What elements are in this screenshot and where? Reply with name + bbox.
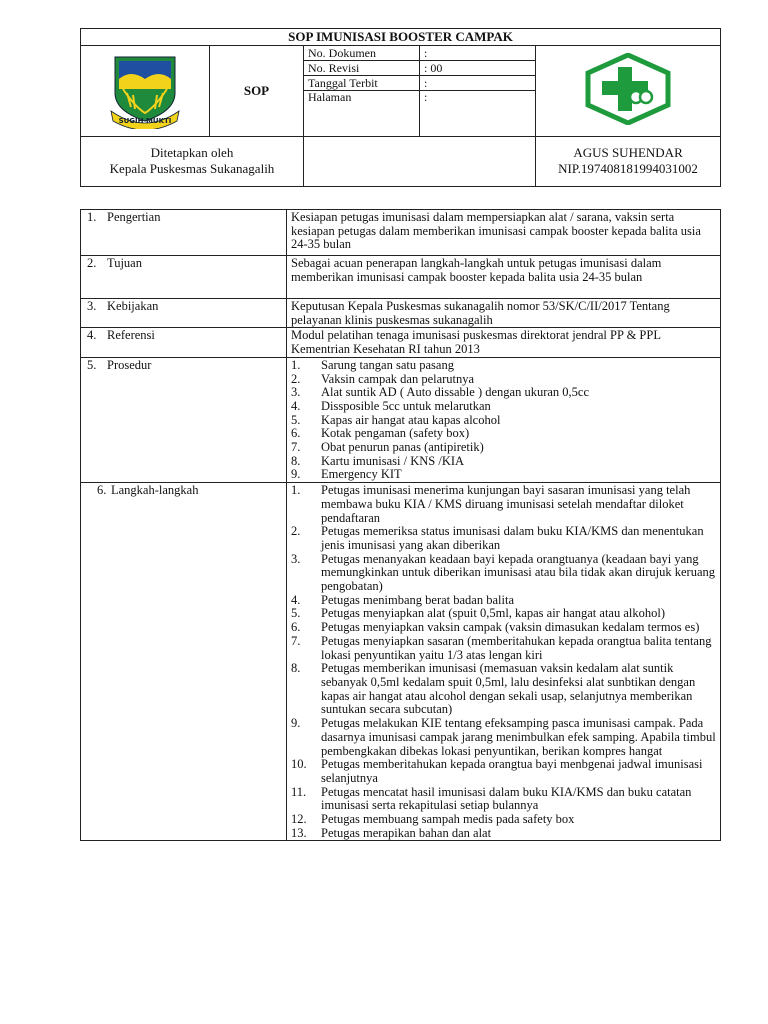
item-number: 12. bbox=[291, 812, 307, 827]
puskesmas-logo-icon bbox=[580, 53, 676, 125]
signer-nip: NIP.197408181994031002 bbox=[558, 161, 698, 177]
item-number: 11. bbox=[291, 784, 307, 799]
section-number: 2. bbox=[87, 256, 97, 270]
item-text: Vaksin campak dan pelarutnya bbox=[321, 371, 475, 386]
section-row bbox=[81, 299, 721, 328]
item-number: 9. bbox=[291, 716, 301, 731]
item-number: 3. bbox=[291, 385, 301, 400]
item-number: 5. bbox=[291, 412, 301, 427]
list-item bbox=[291, 484, 716, 525]
doc-field-label: No. Revisi bbox=[304, 61, 420, 76]
item-number: 8. bbox=[291, 661, 301, 676]
item-number: 5. bbox=[291, 606, 301, 621]
list-item bbox=[291, 386, 716, 400]
list-item bbox=[291, 594, 716, 608]
item-text: Kapas air hangat atau kapas alcohol bbox=[321, 412, 501, 427]
item-number: 1. bbox=[291, 357, 301, 372]
section-number: 6. bbox=[97, 483, 107, 498]
item-text: Petugas melakukan KIE tentang efeksamping pasca imunisasi campak. Pada dasarnya imunisasi campak jarang menimbulkan efek samping. Apabila timbul pembengkakan dibekas lokasi penyuntikan, berikan kompres hangat bbox=[321, 716, 716, 758]
item-number: 1. bbox=[291, 483, 301, 498]
list-item bbox=[291, 525, 716, 552]
item-number: 4. bbox=[291, 398, 301, 413]
sop-label: SOP bbox=[210, 46, 304, 137]
section-text: Keputusan Kepala Puskesmas sukanagalih nomor 53/SK/C/II/2017 Tentang pelayanan klinis puskesmas sukanagalih bbox=[287, 299, 721, 328]
puskesmas-logo-cell bbox=[536, 46, 721, 137]
item-text: Petugas merapikan bahan dan alat bbox=[321, 825, 492, 840]
section-number: 4. bbox=[87, 328, 97, 343]
item-text: Petugas menyiapkan alat (spuit 0,5ml, kapas air hangat atau alkohol) bbox=[321, 606, 666, 621]
item-text: Petugas memberikan imunisasi (memasuan vaksin kedalam alat suntik sebanyak 0,5ml kedalam spuit 0,5ml, lalu desinfeksi alat sunbtikan dengan kapas air hangat atau alcohol dengan sekali usap, selanjutnya memberikan suntukan secara subcutan) bbox=[321, 661, 696, 717]
item-text: Emergency KIT bbox=[321, 467, 402, 482]
item-number: 2. bbox=[291, 371, 301, 386]
list-item bbox=[291, 758, 716, 785]
section-number: 5. bbox=[87, 357, 97, 372]
item-text: Petugas memeriksa status imunisasi dalam buku KIA/KMS dan menentukan jenis imunisasi yang akan diberikan bbox=[321, 524, 704, 552]
item-number: 10. bbox=[291, 757, 307, 772]
list-item bbox=[291, 359, 716, 373]
item-number: 13. bbox=[291, 825, 307, 840]
item-text: Petugas menyiapkan sasaran (memberitahukan kepada orangtua balita tentang lokasi penyuntikan yaitu 1/3 atas lengan kiri bbox=[321, 633, 712, 662]
item-text: Petugas memberitahukan kepada orangtua bayi menbgenai jadwal imunisasi selanjutnya bbox=[321, 757, 703, 785]
section-label: Prosedur bbox=[107, 357, 152, 372]
item-number: 7. bbox=[291, 440, 301, 455]
section-label: Kebijakan bbox=[107, 299, 159, 313]
item-number: 2. bbox=[291, 524, 301, 539]
langkah-list bbox=[291, 484, 716, 840]
approved-by-line1: Ditetapkan oleh bbox=[150, 145, 234, 161]
item-number: 4. bbox=[291, 592, 301, 607]
section-text: Modul pelatihan tenaga imunisasi puskesmas direktorat jendral PP & PPL Kementrian Kesehatan RI tahun 2013 bbox=[287, 328, 721, 357]
list-item bbox=[291, 468, 716, 482]
list-item bbox=[291, 427, 716, 441]
sop-content-table bbox=[80, 209, 721, 841]
section-number: 3. bbox=[87, 299, 97, 313]
doc-field-value: : bbox=[420, 76, 536, 91]
section-row bbox=[81, 357, 721, 482]
doc-field-value: : bbox=[420, 46, 536, 61]
section-row bbox=[81, 328, 721, 357]
list-item bbox=[291, 400, 716, 414]
item-text: Petugas menimbang berat badan balita bbox=[321, 592, 514, 607]
list-item bbox=[291, 607, 716, 621]
item-text: Dissposible 5cc untuk melarutkan bbox=[321, 398, 491, 413]
doc-field-value: : 00 bbox=[420, 61, 536, 76]
regency-logo-cell bbox=[81, 46, 210, 137]
signature-area bbox=[304, 136, 536, 186]
item-number: 6. bbox=[291, 426, 301, 441]
signer bbox=[536, 136, 721, 186]
item-text: Kotak pengaman (safety box) bbox=[321, 426, 470, 441]
item-text: Petugas mencatat hasil imunisasi dalam buku KIA/KMS dan buku catatan imunisasi serta rekapitulasi setiap bulannya bbox=[321, 784, 692, 813]
list-item bbox=[291, 813, 716, 827]
list-item bbox=[291, 786, 716, 813]
approved-by bbox=[81, 136, 304, 186]
approved-by-line2: Kepala Puskesmas Sukanagalih bbox=[109, 161, 275, 177]
item-text: Petugas menyiapkan vaksin campak (vaksin dimasukan kedalam termos es) bbox=[321, 620, 700, 635]
item-text: Kartu imunisasi / KNS /KIA bbox=[321, 453, 465, 468]
doc-field-label: Tanggal Terbit bbox=[304, 76, 420, 91]
section-text: Sebagai acuan penerapan langkah-langkah untuk petugas imunisasi dalam memberikan imunisasi campak booster kepada balita usia 24-35 bulan bbox=[287, 256, 721, 299]
section-text: Kesiapan petugas imunisasi dalam mempersiapkan alat / sarana, vaksin serta kesiapan petugas dalam memberikan imunisasi campak booster kepada balita usia 24-35 bulan bbox=[287, 210, 721, 256]
item-text: Petugas membuang sampah medis pada safety box bbox=[321, 812, 575, 827]
sop-header-table bbox=[80, 28, 721, 187]
section-row bbox=[81, 210, 721, 256]
list-item bbox=[291, 621, 716, 635]
section-row bbox=[81, 483, 721, 841]
item-text: Obat penurun panas (antipiretik) bbox=[321, 440, 484, 455]
item-text: Petugas imunisasi menerima kunjungan bayi sasaran imunisasi yang telah membawa buku KIA / KMS diruang imunisasi setelah mendaftar diloket pendaftaran bbox=[321, 483, 691, 525]
doc-field-label: No. Dokumen bbox=[304, 46, 420, 61]
list-item bbox=[291, 441, 716, 455]
list-item bbox=[291, 414, 716, 428]
section-label: Referensi bbox=[107, 328, 155, 343]
list-item bbox=[291, 373, 716, 387]
logo-motto: SUGIH MUKTI bbox=[118, 117, 172, 126]
item-number: 7. bbox=[291, 633, 301, 648]
item-number: 3. bbox=[291, 551, 301, 566]
list-item bbox=[291, 635, 716, 662]
list-item bbox=[291, 553, 716, 594]
list-item bbox=[291, 662, 716, 717]
section-label: Langkah-langkah bbox=[111, 483, 199, 498]
doc-field-label: Halaman bbox=[304, 91, 420, 136]
list-item bbox=[291, 455, 716, 469]
section-label: Pengertian bbox=[107, 210, 161, 224]
signer-name: AGUS SUHENDAR bbox=[573, 145, 683, 161]
doc-field-value: : bbox=[420, 91, 536, 136]
section-number: 1. bbox=[87, 210, 97, 224]
prosedur-list bbox=[291, 359, 716, 482]
item-text: Alat suntik AD ( Auto dissable ) dengan ukuran 0,5cc bbox=[321, 385, 590, 400]
document-title: SOP IMUNISASI BOOSTER CAMPAK bbox=[81, 29, 721, 46]
item-text: Sarung tangan satu pasang bbox=[321, 357, 454, 372]
section-row bbox=[81, 256, 721, 299]
regency-emblem-icon bbox=[97, 49, 193, 129]
item-text: Petugas menanyakan keadaan bayi kepada orangtuanya (keadaan bayi yang memungkinkan untuk diberikan imunisasi atau bila tidak akan dirujuk keruang pengobatan) bbox=[321, 551, 716, 594]
item-number: 6. bbox=[291, 620, 301, 635]
item-number: 9. bbox=[291, 467, 301, 482]
item-number: 8. bbox=[291, 453, 301, 468]
list-item bbox=[291, 717, 716, 758]
section-label: Tujuan bbox=[107, 256, 142, 270]
list-item bbox=[291, 827, 716, 841]
